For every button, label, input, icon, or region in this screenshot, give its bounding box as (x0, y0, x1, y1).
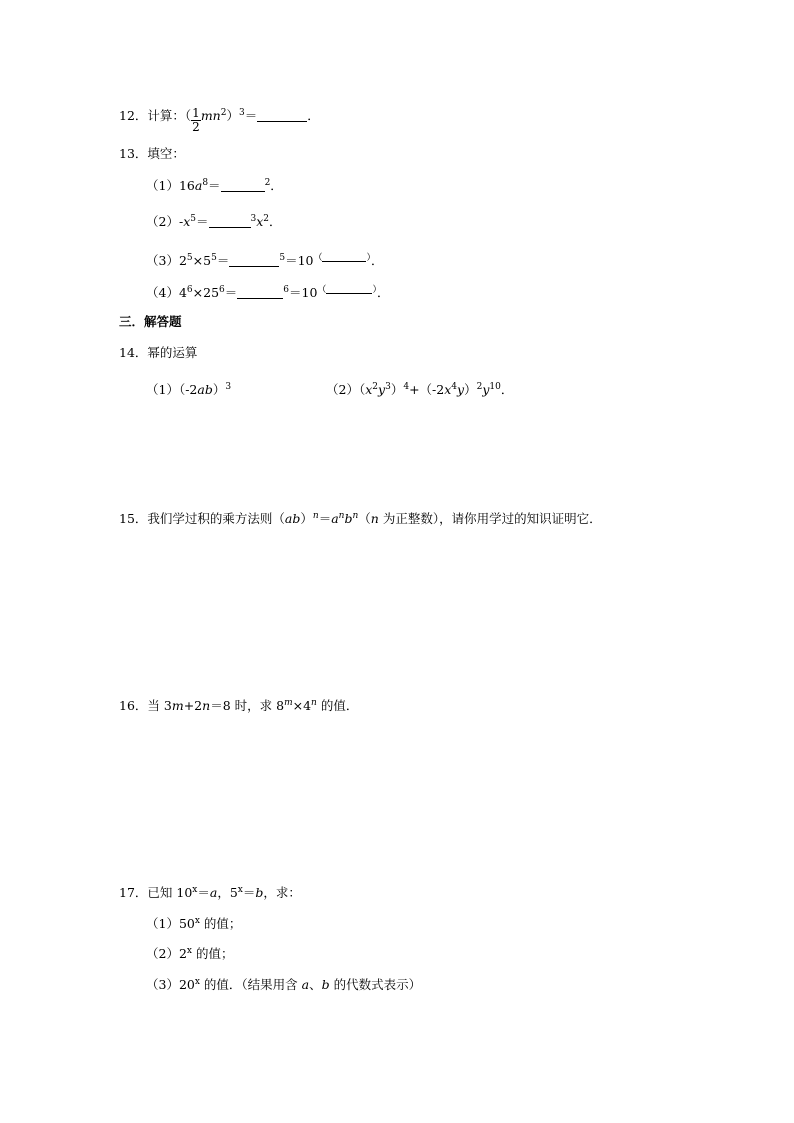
q14-part-2: $(2)(x^2y^3)^4+(-2x^4y)^2y^{10}$． (326, 382, 514, 397)
answer-blank[interactable] (229, 254, 279, 267)
question-13-label: 13．填空： (119, 146, 185, 161)
section-title: 三．解答题 (119, 314, 182, 329)
answer-blank[interactable] (237, 286, 283, 299)
answer-blank[interactable] (322, 252, 366, 262)
q13-item-3: $(3)2^5\times 5^5= ^5=10^{( )}$． (146, 253, 384, 268)
question-12: 12．计算：（ $\frac{1}{2}$ $mn^2)^3=$ ． (119, 106, 320, 134)
question-16: 16．当 3m+2n＝8 时，求 $8^m\times 4^n$ 的值． (119, 698, 359, 713)
answer-blank[interactable] (257, 109, 307, 122)
q17-item-3: （3）20$^x$ 的值．（结果用含 a、b 的代数式表示） (146, 977, 422, 992)
answer-blank[interactable] (209, 215, 251, 228)
q12-label: 12．计算： (119, 108, 185, 123)
q17-item-2: （2）2$^x$ 的值； (146, 946, 234, 961)
q14-part-1: $(1)(-2ab)^3$ (146, 382, 232, 397)
question-14-label: 14．幂的运算 (119, 345, 198, 360)
question-15: 15．我们学过积的乘方法则$(ab)^n=a^nb^n(n$ 为正整数），请你用学过的知识证明它． (119, 511, 602, 526)
fraction-one-half: $\frac{1}{2}$ (192, 106, 200, 134)
q13-item-4: $(4)4^6\times 25^6= ^6=10^{( )}$． (146, 285, 390, 300)
question-17: 17．已知 $10^x=a$，$5^x=b$，求： (119, 885, 301, 900)
answer-blank[interactable] (326, 284, 372, 294)
answer-blank[interactable] (221, 179, 265, 192)
q17-item-1: （1）50$^x$ 的值； (146, 916, 242, 931)
q13-item-2: $(2)-x^5= ^3x^2$． (146, 214, 282, 229)
q13-item-1: $(1)16a^8= ^2$． (146, 178, 283, 193)
